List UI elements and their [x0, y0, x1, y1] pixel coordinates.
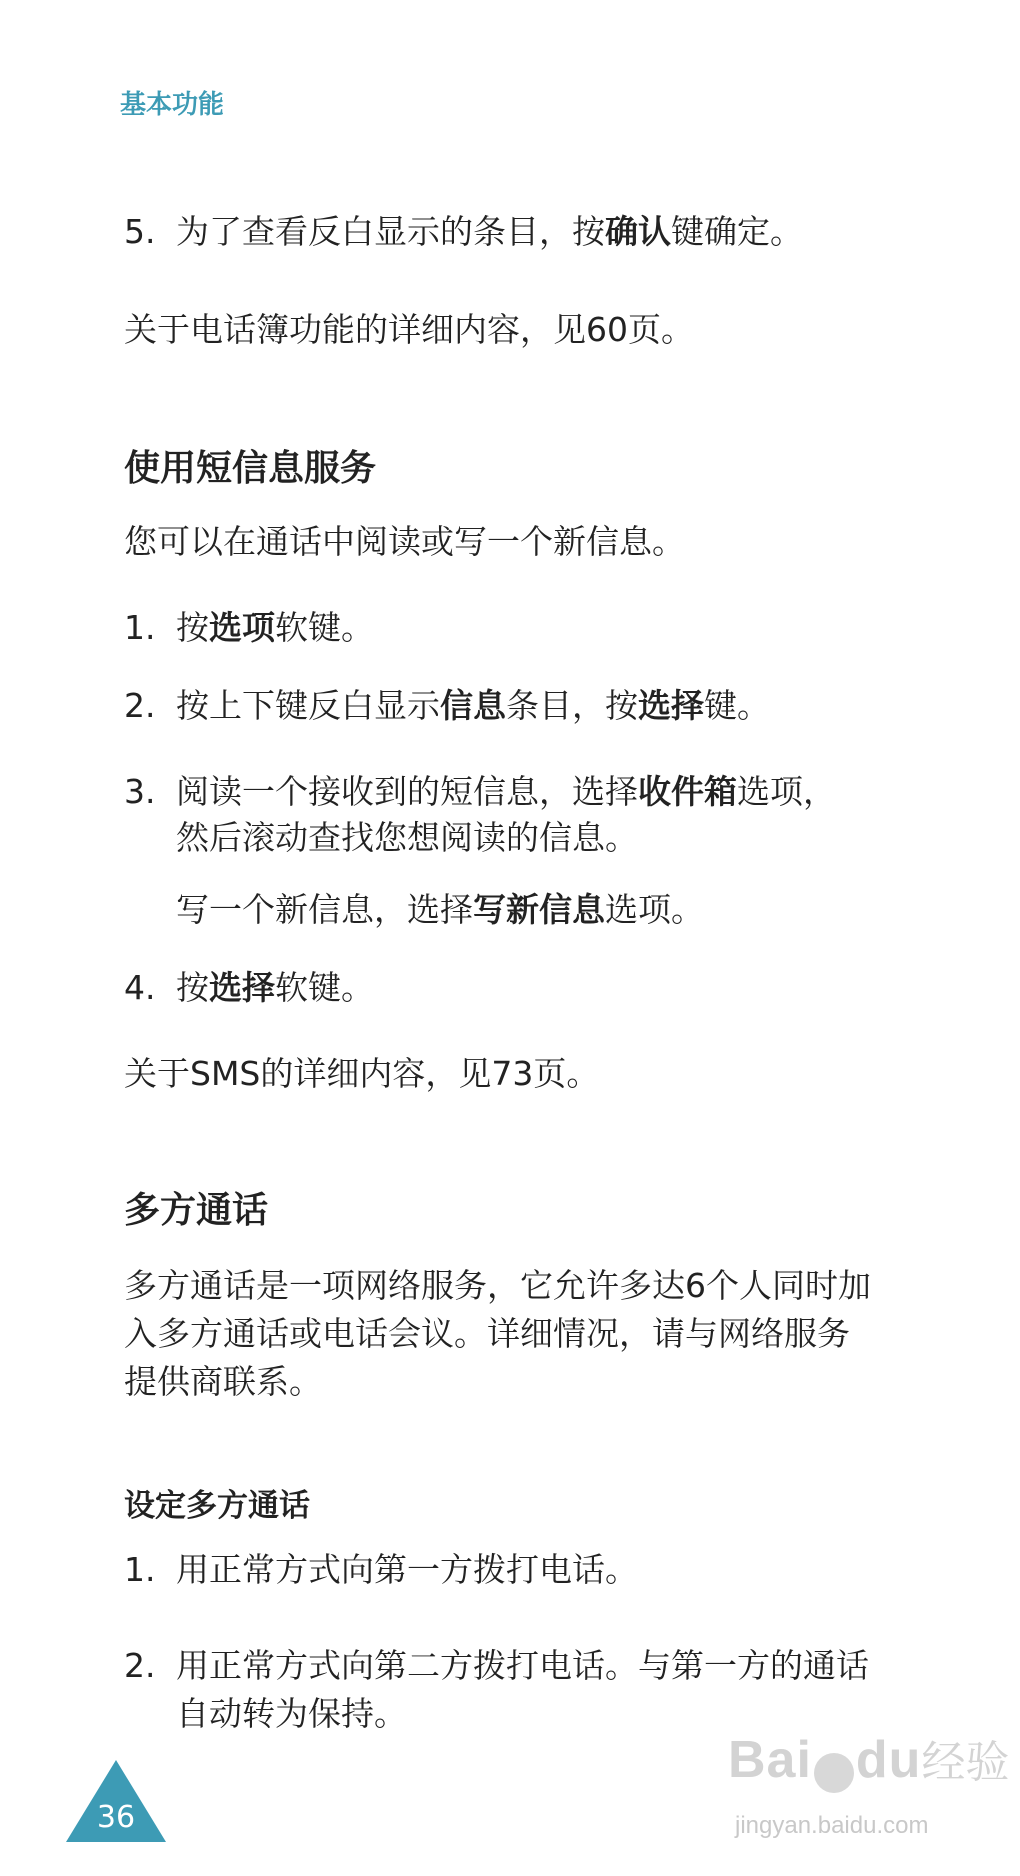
- step-text: 按: [176, 968, 209, 1007]
- sms-step-2: [124, 684, 770, 728]
- multiparty-section-title: 多方通话: [124, 1190, 269, 1231]
- step-key: 选项: [209, 608, 275, 647]
- step-key: 选择: [209, 968, 275, 1007]
- step-key: 信息: [440, 686, 506, 725]
- step-text-end: 键。: [704, 686, 770, 725]
- step-text-end: 选项。: [605, 890, 704, 929]
- watermark-logo-a: Bai: [728, 1731, 812, 1789]
- baidu-watermark: [728, 1726, 1009, 1793]
- sms-step-3-alt: [176, 888, 704, 932]
- phonebook-reference: 关于电话簿功能的详细内容，见60页。: [124, 310, 694, 349]
- section-header: 基本功能: [120, 90, 225, 120]
- step-text-end: 软键。: [275, 608, 374, 647]
- step-text: 用正常方式向第二方拨打电话。与第一方的通话: [176, 1646, 869, 1685]
- sms-step-3-line-2: 然后滚动查找您想阅读的信息。: [176, 818, 638, 857]
- step-key: 写新信息: [473, 890, 605, 929]
- step-key-2: 选择: [638, 686, 704, 725]
- step-number: 4.: [124, 968, 156, 1007]
- sms-step-4: [124, 966, 374, 1010]
- step-5: [124, 210, 803, 254]
- step-text: 写一个新信息，选择: [176, 890, 473, 929]
- step-text: 用正常方式向第一方拨打电话。: [176, 1550, 638, 1589]
- watermark-logo-b: du: [855, 1731, 922, 1789]
- step-number: 2.: [124, 1646, 156, 1685]
- step-number: 1.: [124, 608, 156, 647]
- step-number: 2.: [124, 686, 156, 725]
- step-key: 收件箱: [638, 772, 737, 811]
- sms-reference: 关于SMS的详细内容，见73页。: [124, 1054, 600, 1093]
- step-text: 按: [176, 608, 209, 647]
- setup-step-2-line-2: 自动转为保持。: [176, 1694, 407, 1733]
- sms-step-3: [124, 770, 836, 814]
- multiparty-desc-line-1: 多方通话是一项网络服务，它允许多达6个人同时加: [124, 1266, 871, 1305]
- setup-subtitle: 设定多方通话: [124, 1488, 310, 1524]
- step-text: 按上下键反白显示: [176, 686, 440, 725]
- step-number: 5.: [124, 212, 156, 251]
- sms-step-1: [124, 606, 374, 650]
- step-text-mid: 条目，按: [506, 686, 638, 725]
- step-text-end: 键确定。: [671, 212, 803, 251]
- sms-intro: 您可以在通话中阅读或写一个新信息。: [124, 522, 685, 561]
- watermark-cn: 经验: [921, 1737, 1010, 1788]
- page-number: 36: [96, 1800, 136, 1835]
- multiparty-desc-line-2: 入多方通话或电话会议。详细情况，请与网络服务: [124, 1314, 850, 1353]
- step-text: 阅读一个接收到的短信息，选择: [176, 772, 638, 811]
- setup-step-1: [124, 1548, 638, 1592]
- step-number: 1.: [124, 1550, 156, 1589]
- step-key: 确认: [605, 212, 671, 251]
- setup-step-2: [124, 1644, 869, 1688]
- step-text-end: 选项，: [737, 772, 836, 811]
- sms-section-title: 使用短信息服务: [124, 448, 377, 489]
- watermark-url: jingyan.baidu.com: [735, 1812, 929, 1839]
- multiparty-desc-line-3: 提供商联系。: [124, 1362, 322, 1401]
- paw-icon: [814, 1753, 854, 1793]
- step-text-end: 软键。: [275, 968, 374, 1007]
- step-number: 3.: [124, 772, 156, 811]
- step-text: 为了查看反白显示的条目，按: [176, 212, 605, 251]
